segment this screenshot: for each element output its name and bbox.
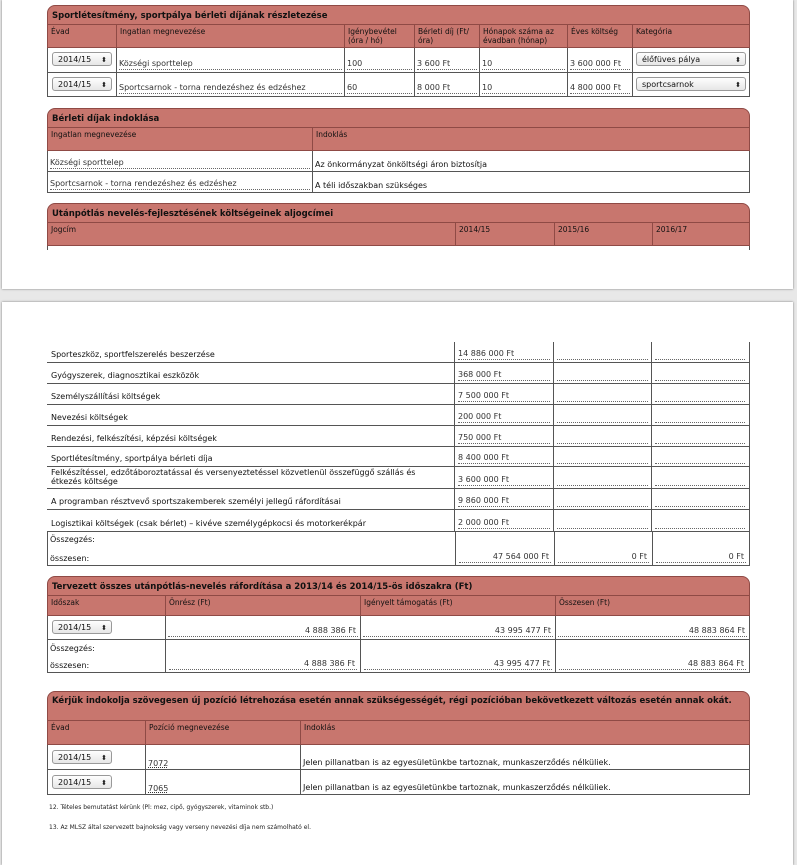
updown-arrow-icon: ⬍ (101, 754, 107, 762)
usage-input[interactable]: 60 (347, 82, 412, 94)
youth-value-input[interactable] (655, 411, 745, 423)
youth-value-input[interactable]: 14 886 000 Ft (458, 348, 550, 360)
col-period: Időszak (51, 598, 80, 607)
youth-title: Utánpótlás nevelés-fejlesztésének költségeinek aljogcímei (47, 203, 750, 223)
updown-arrow-icon: ⬍ (101, 56, 107, 64)
season-select[interactable]: 2014/15 ⬍ (52, 77, 112, 91)
youth-row (47, 467, 750, 489)
youth-row (47, 384, 750, 405)
youth-row (47, 405, 750, 426)
period-select[interactable]: 2014/15 ⬍ (52, 620, 112, 634)
reason-text[interactable]: Jelen pillanatban is az egyesületünkbe tartoznak, munkaszerződés nélküliek. (303, 783, 611, 792)
reason-text[interactable]: Az önkormányzat önköltségi áron biztosítja (315, 160, 488, 169)
season-select[interactable]: 2014/15 ⬍ (52, 775, 112, 789)
youth-value-input[interactable] (557, 495, 648, 507)
youth-value-input[interactable] (557, 452, 648, 464)
youth-row (47, 426, 750, 447)
col-months: Hónapok száma az évadban (hónap) (479, 25, 567, 47)
positions-section (47, 691, 750, 795)
sum-label: Összegzés: (50, 535, 95, 544)
col-category: Kategória (632, 25, 749, 47)
youth-value-input[interactable] (655, 390, 745, 402)
col-reason: Indoklás (300, 721, 749, 744)
position-link[interactable]: 7072 (148, 759, 169, 768)
col-total: Összesen (Ft) (555, 596, 749, 615)
youth-row-label: Rendezési, felkészítési, képzési költségek (51, 434, 217, 443)
youth-row (47, 510, 750, 532)
table-row (47, 48, 750, 73)
col-property: Ingatlan megnevezése (51, 130, 137, 139)
updown-arrow-icon: ⬍ (101, 779, 107, 787)
property-input[interactable]: Községi sporttelep (50, 157, 310, 169)
youth-row (47, 447, 750, 467)
youth-row-label: Sportlétesítmény, sportpálya bérleti díja (51, 454, 213, 463)
category-select[interactable]: élőfüves pálya ⬍ (636, 52, 746, 66)
fee-input[interactable]: 3 600 Ft (417, 58, 477, 70)
total-label: összesen: (50, 554, 90, 563)
planned-column-header (47, 596, 750, 616)
months-input[interactable]: 10 (482, 82, 565, 94)
category-select[interactable]: sportcsarnok ⬍ (636, 77, 746, 91)
updown-arrow-icon: ⬍ (735, 81, 741, 89)
youth-value-input[interactable]: 368 000 Ft (458, 369, 550, 381)
requested-field: 43 995 477 Ft (363, 625, 553, 637)
sum-2016-17: 0 Ft (656, 551, 746, 563)
youth-row-label: Személyszállítási költségek (51, 392, 161, 401)
total-field: 48 883 864 Ft (558, 625, 747, 637)
youth-value-input[interactable] (557, 390, 648, 402)
updown-arrow-icon: ⬍ (101, 624, 107, 632)
youth-sum-row (47, 532, 750, 566)
youth-value-input[interactable] (655, 517, 745, 529)
col-own: Önrész (Ft) (165, 596, 360, 615)
youth-value-input[interactable]: 3 600 000 Ft (458, 474, 550, 486)
positions-column-header (47, 721, 750, 745)
property-input[interactable]: Sportcsarnok - torna rendezéshez és edzéshez (119, 82, 342, 94)
season-select[interactable]: 2014/15 ⬍ (52, 52, 112, 66)
planned-title: Tervezett összes utánpótlás-nevelés ráfordítása a 2013/14 és 2014/15-ös időszakra (Ft) (47, 576, 750, 596)
youth-value-input[interactable] (557, 474, 648, 486)
updown-arrow-icon: ⬍ (101, 81, 107, 89)
planned-section (47, 576, 750, 673)
positions-title: Kérjük indokolja szövegesen új pozíció létrehozása esetén annak szükségességét, régi pozícióban bekövetkezett változás esetén annak okát. (47, 691, 750, 721)
justification-column-header (47, 128, 750, 151)
col-property: Ingatlan megnevezése (116, 25, 344, 47)
youth-row (47, 363, 750, 384)
youth-value-input[interactable] (655, 348, 745, 360)
rental-column-header (47, 25, 750, 48)
youth-value-input[interactable] (557, 517, 648, 529)
sum-2014-15: 47 564 000 Ft (459, 551, 551, 563)
col-season: Évad (51, 27, 70, 36)
position-link[interactable]: 7065 (148, 784, 169, 793)
col-usage: Igénybevétel (óra / hó) (344, 25, 414, 47)
updown-arrow-icon: ⬍ (735, 56, 741, 64)
own-field: 4 888 386 Ft (168, 625, 358, 637)
youth-row-label: Gyógyszerek, diagnosztikai eszközök (51, 371, 200, 380)
justification-title: Bérleti díjak indoklása (47, 108, 750, 128)
table-row (47, 745, 750, 770)
col-season: Évad (51, 723, 70, 732)
property-input[interactable]: Községi sporttelep (119, 58, 342, 70)
fee-input[interactable]: 8 000 Ft (417, 82, 477, 94)
youth-value-input[interactable] (655, 369, 745, 381)
reason-text[interactable]: Jelen pillanatban is az egyesületünkbe tartoznak, munkaszerződés nélküliek. (303, 758, 611, 767)
justification-section (47, 108, 750, 193)
months-input[interactable]: 10 (482, 58, 565, 70)
rental-section (47, 5, 750, 97)
youth-value-input[interactable] (655, 432, 745, 444)
table-row (47, 616, 750, 640)
youth-value-input[interactable] (655, 452, 745, 464)
table-row (47, 73, 750, 97)
sum-requested: 43 995 477 Ft (364, 658, 552, 670)
sum-label: Összegzés: (50, 644, 95, 653)
youth-section-header (47, 203, 750, 250)
sum-own: 4 888 386 Ft (169, 658, 357, 670)
youth-row-label: Sporteszköz, sportfelszerelés beszerzése (51, 350, 215, 359)
sum-total: 48 883 864 Ft (559, 658, 746, 670)
page-2 (2, 302, 793, 865)
youth-value-input[interactable]: 7 500 000 Ft (458, 390, 550, 402)
col-2015-16: 2015/16 (554, 223, 652, 245)
col-annual: Éves költség (567, 25, 632, 47)
youth-row-label: Nevezési költségek (51, 413, 128, 422)
col-reason: Indoklás (312, 128, 749, 150)
youth-value-input[interactable] (557, 432, 648, 444)
youth-value-input[interactable]: 2 000 000 Ft (458, 517, 550, 529)
sum-2015-16: 0 Ft (558, 551, 649, 563)
youth-value-input[interactable] (655, 495, 745, 507)
usage-input[interactable]: 100 (347, 58, 412, 70)
table-row (47, 151, 750, 172)
season-select[interactable]: 2014/15 ⬍ (52, 750, 112, 764)
youth-row-label: Felkészítéssel, edzőtáboroztatással és versenyeztetéssel közvetlenül összefüggő szállás és étkezés költsége (51, 468, 416, 486)
youth-value-input[interactable]: 200 000 Ft (458, 411, 550, 423)
youth-row-label: A programban résztvevő sportszakemberek személyi jellegű ráfordításai (51, 497, 341, 506)
youth-value-input[interactable] (557, 369, 648, 381)
col-2014-15: 2014/15 (455, 223, 554, 245)
youth-row-label: Logisztikai költségek (csak bérlet) – kivéve személygépkocsi és motorkerékpár (51, 519, 366, 528)
footnote-13: 13. Az MLSZ által szervezett bajnokság vagy verseny nevezési díja nem számolható el. (49, 824, 311, 831)
youth-value-input[interactable] (557, 411, 648, 423)
annual-cost-field: 3 600 000 Ft (570, 58, 630, 70)
reason-text[interactable]: A téli időszakban szükséges (315, 181, 428, 190)
youth-value-input[interactable] (655, 474, 745, 486)
table-row (47, 770, 750, 795)
col-item: Jogcím (51, 225, 77, 234)
youth-row (47, 342, 750, 363)
col-fee: Bérleti díj (Ft/óra) (414, 25, 479, 47)
footnote-12: 12. Tételes bemutatást kérünk (Pl: mez, cipő, gyógyszerek, vitaminok stb.) (49, 804, 274, 811)
youth-row (47, 489, 750, 510)
col-2016-17: 2016/17 (652, 223, 749, 245)
page-1 (2, 0, 793, 289)
youth-value-input[interactable]: 9 860 000 Ft (458, 495, 550, 507)
table-row (47, 172, 750, 193)
rental-title: Sportlétesítmény, sportpálya bérleti díjának részletezése (47, 5, 750, 25)
col-requested: Igényelt támogatás (Ft) (360, 596, 555, 615)
youth-value-input[interactable]: 8 400 000 Ft (458, 452, 550, 464)
col-position: Pozíció megnevezése (145, 721, 300, 744)
youth-column-header (47, 223, 750, 246)
planned-sum-row (47, 640, 750, 673)
youth-value-input[interactable]: 750 000 Ft (458, 432, 550, 444)
property-input[interactable]: Sportcsarnok - torna rendezéshez és edzéshez (50, 178, 310, 190)
annual-cost-field: 4 800 000 Ft (570, 82, 630, 94)
total-label: összesen: (50, 661, 90, 670)
youth-value-input[interactable] (557, 348, 648, 360)
